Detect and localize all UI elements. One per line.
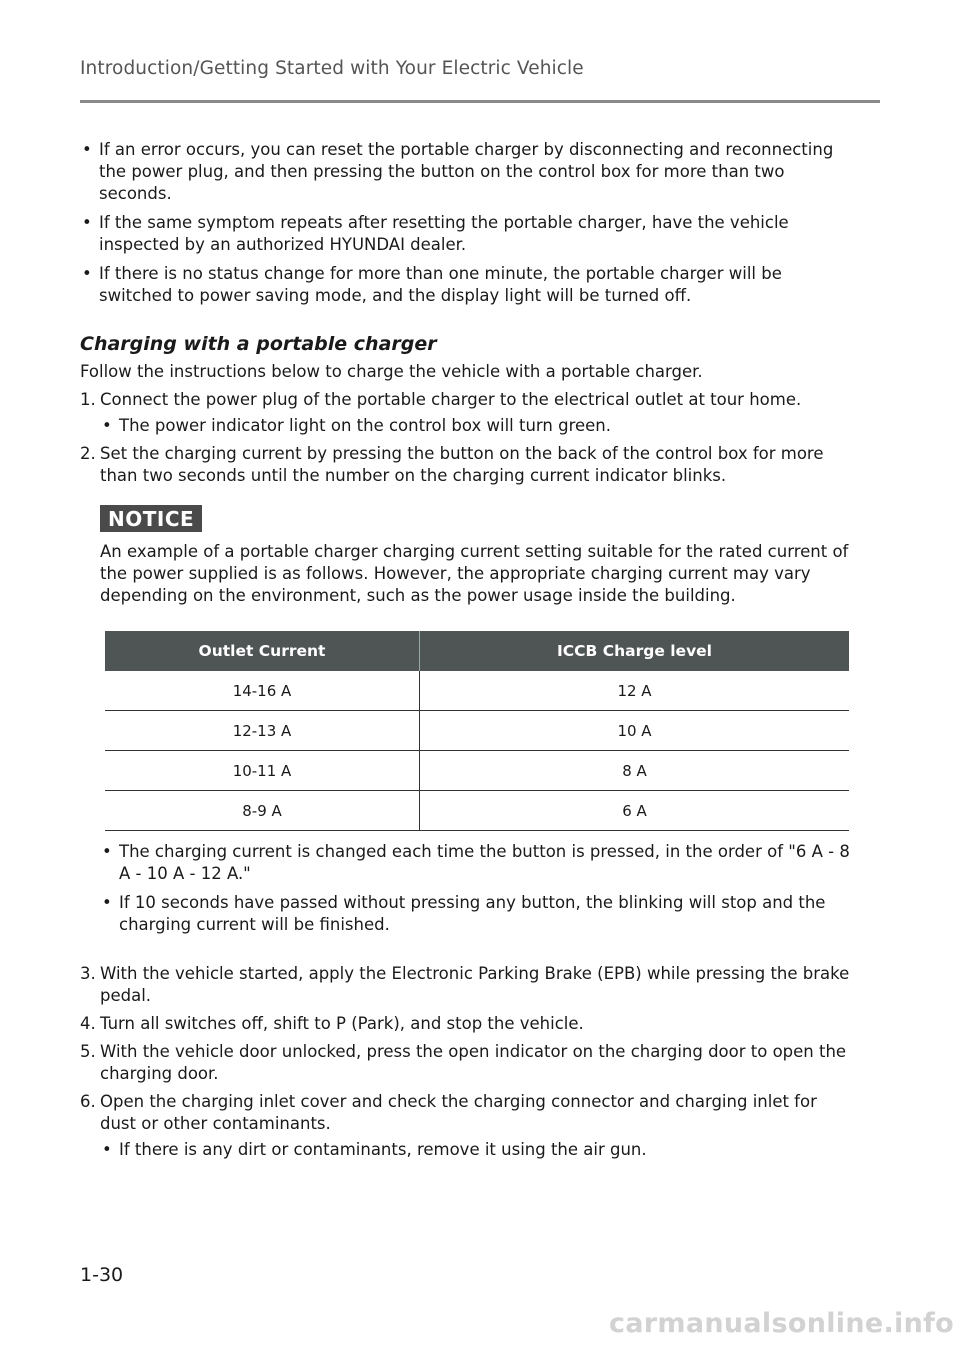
table-cell: 14-16 A	[105, 671, 420, 711]
step-number: 5.	[80, 1042, 96, 1061]
table-header-row	[105, 631, 849, 671]
table-header-cell: ICCB Charge level	[420, 631, 850, 671]
table-header-cell: Outlet Current	[105, 631, 420, 671]
spacer	[80, 943, 850, 963]
notice-label: NOTICE	[100, 505, 202, 532]
table-row	[105, 711, 849, 751]
page-number: 1-30	[80, 1264, 124, 1286]
step-sub-list	[100, 1139, 850, 1161]
list-item: • The charging current is changed each time the button is pressed, in the order of "6 A - 8 A - 10 A - 12 A."	[100, 841, 850, 885]
header-divider	[80, 100, 880, 103]
list-item: • If the same symptom repeats after resetting the portable charger, have the vehicle inspected by an authorized HYUNDAI dealer.	[80, 212, 850, 256]
step-text: Set the charging current by pressing the button on the back of the control box for more than two seconds until the number on the charging current indicator blinks.	[100, 444, 824, 485]
step-number: 1.	[80, 390, 96, 409]
list-item: • If there is no status change for more than one minute, the portable charger will be switched to power saving mode, and the display light will be turned off.	[80, 263, 850, 307]
step-4	[80, 1013, 850, 1035]
page-content	[80, 139, 850, 1167]
step-number: 3.	[80, 964, 96, 983]
step-text: Connect the power plug of the portable charger to the electrical outlet at tour home.	[100, 390, 802, 409]
notice-text: An example of a portable charger charging current setting suitable for the rated current of the power supplied is as follows. However, the appropriate charging current may vary depending on the environment, such as the power usage inside the building.	[100, 542, 849, 605]
section-heading: Charging with a portable charger	[80, 333, 437, 355]
page-header-title: Introduction/Getting Started with Your Electric Vehicle	[80, 58, 584, 79]
table-row	[105, 751, 849, 791]
list-item: • If an error occurs, you can reset the portable charger by disconnecting and reconnecting the power plug, and then pressing the button on the control box for more than two seconds.	[80, 139, 850, 205]
intro-bullet-list	[80, 139, 850, 307]
charge-level-table	[105, 631, 849, 831]
notice-bullet-list	[100, 841, 850, 936]
step-text: Turn all switches off, shift to P (Park), and stop the vehicle.	[100, 1014, 584, 1033]
notice-box	[80, 541, 850, 607]
table-cell: 8 A	[420, 751, 850, 791]
step-text: With the vehicle started, apply the Electronic Parking Brake (EPB) while pressing the brake pedal.	[100, 964, 850, 1005]
step-number: 6.	[80, 1092, 96, 1111]
step-number: 2.	[80, 444, 96, 463]
table-cell: 8-9 A	[105, 791, 420, 831]
step-text: With the vehicle door unlocked, press the open indicator on the charging door to open the charging door.	[100, 1042, 847, 1083]
table-cell: 12-13 A	[105, 711, 420, 751]
step-number: 4.	[80, 1014, 96, 1033]
step-2	[80, 443, 850, 487]
step-text: Open the charging inlet cover and check the charging connector and charging inlet for dust or other contaminants.	[100, 1092, 817, 1133]
step-3	[80, 963, 850, 1007]
table-cell: 12 A	[420, 671, 850, 711]
step-sub-list	[100, 415, 850, 437]
table-row	[105, 671, 849, 711]
step-6	[80, 1091, 850, 1161]
list-item: • If 10 seconds have passed without pressing any button, the blinking will stop and the charging current will be finished.	[100, 892, 850, 936]
list-item: • The power indicator light on the control box will turn green.	[100, 415, 850, 437]
watermark-text: carmanualsonline.info	[608, 1308, 954, 1339]
step-5	[80, 1041, 850, 1085]
step-1	[80, 389, 850, 437]
table-row	[105, 791, 849, 831]
table-cell: 10-11 A	[105, 751, 420, 791]
list-item: • If there is any dirt or contaminants, remove it using the air gun.	[100, 1139, 850, 1161]
notice-bullets-wrap	[80, 841, 850, 936]
table-cell: 10 A	[420, 711, 850, 751]
table-cell: 6 A	[420, 791, 850, 831]
section-intro: Follow the instructions below to charge the vehicle with a portable charger.	[80, 362, 703, 381]
